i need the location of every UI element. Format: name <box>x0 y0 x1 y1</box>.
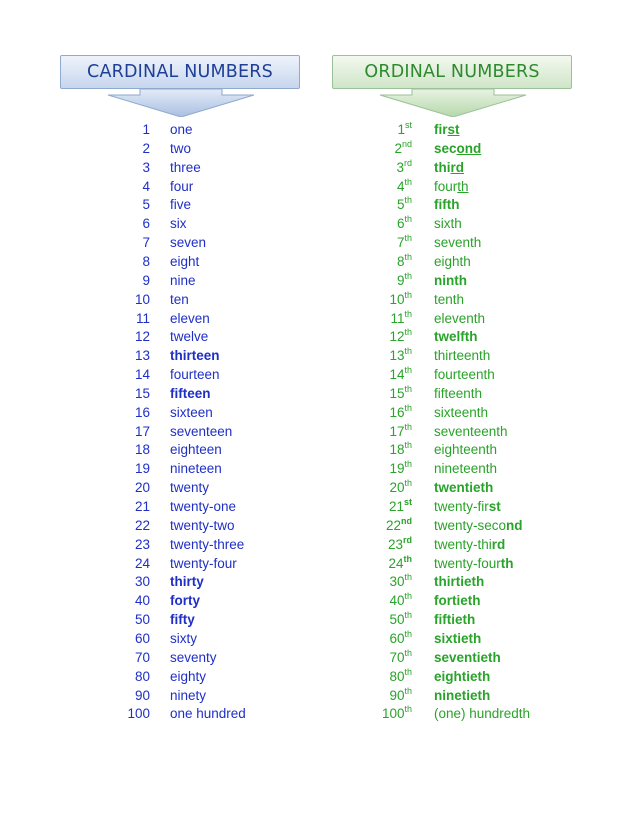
ordinal-word-part: nd <box>506 517 523 533</box>
ordinal-word <box>434 139 481 158</box>
ordinal-word-part: st <box>488 499 501 514</box>
ordinal-suffix: nd <box>401 515 412 526</box>
cardinal-number: 14 <box>134 367 150 383</box>
ordinal-suffix: th <box>404 289 412 300</box>
ordinal-header-title: ORDINAL NUMBERS <box>332 55 572 89</box>
ordinal-word-part: fifteenth <box>434 385 483 401</box>
cardinal-word: thirty <box>170 574 204 590</box>
ordinal-word-part: thirteenth <box>434 348 491 364</box>
ordinal-word <box>434 195 459 214</box>
ordinal-suffix: th <box>404 610 412 621</box>
cardinal-number: 1 <box>142 122 150 137</box>
ordinal-suffix: th <box>404 176 412 187</box>
ordinal-suffix: th <box>404 628 412 639</box>
ordinal-suffix: th <box>404 270 412 281</box>
cardinal-number: 60 <box>134 630 150 646</box>
ordinal-word <box>434 120 460 139</box>
cardinal-word: eighteen <box>170 442 222 458</box>
ordinal-word-part: twenty-thi <box>434 536 492 552</box>
ordinal-number: 6th <box>396 214 412 232</box>
cardinal-number: 11 <box>135 310 150 326</box>
cardinal-number: 3 <box>142 159 150 175</box>
ordinal-suffix: th <box>404 308 412 319</box>
ordinal-suffix: th <box>404 478 412 489</box>
cardinal-number: 19 <box>134 461 150 477</box>
ordinal-word <box>434 554 514 573</box>
ordinal-suffix: rd <box>403 157 412 168</box>
ordinal-number: 4th <box>396 176 412 194</box>
ordinal-word <box>434 290 464 309</box>
cardinal-word: nineteen <box>170 461 222 477</box>
ordinal-word <box>434 686 490 705</box>
ordinal-number: 14th <box>389 365 412 383</box>
cardinal-number: 23 <box>134 536 150 552</box>
ordinal-suffix: th <box>404 214 412 225</box>
ordinal-word-part: rd <box>450 159 464 175</box>
ordinal-word <box>434 233 481 252</box>
cardinal-header-title: CARDINAL NUMBERS <box>60 55 300 89</box>
ordinal-number: 16th <box>389 402 412 420</box>
ordinal-suffix: th <box>404 647 412 658</box>
ordinal-number: 21st <box>388 497 412 514</box>
ordinal-suffix: th <box>404 572 412 583</box>
ordinal-word <box>434 591 481 610</box>
ordinal-word-part: seventieth <box>434 649 501 665</box>
ordinal-word <box>434 667 490 686</box>
cardinal-number: 20 <box>134 480 150 496</box>
ordinal-word <box>434 384 482 403</box>
ordinal-suffix: th <box>404 591 412 602</box>
ordinal-word-part: (one) hundredth <box>434 706 531 722</box>
cardinal-number: 2 <box>142 140 150 156</box>
ordinal-word <box>434 309 485 328</box>
ordinal-number: 5th <box>396 195 412 213</box>
ordinal-word-part: fifth <box>434 197 460 213</box>
cardinal-word: twenty-three <box>170 536 245 552</box>
cardinal-word: fourteen <box>170 367 220 383</box>
ordinal-word-part: four <box>434 178 458 194</box>
ordinal-number: 60th <box>389 628 412 646</box>
ordinal-number: 8th <box>396 251 412 269</box>
cardinal-word: eleven <box>170 310 210 326</box>
ordinal-suffix: th <box>404 421 412 432</box>
ordinal-suffix: st <box>403 497 412 507</box>
ordinal-word <box>434 648 501 667</box>
ordinal-suffix: th <box>404 346 412 357</box>
ordinal-word-part: sixtieth <box>434 630 482 646</box>
ordinal-word-part: thi <box>434 159 451 175</box>
ordinal-suffix: th <box>404 685 412 696</box>
ordinal-word-part: th <box>500 555 514 571</box>
ordinal-word-part: fir <box>434 122 448 137</box>
ordinal-word <box>434 440 497 459</box>
cardinal-word: seven <box>170 235 207 251</box>
cardinal-number: 18 <box>134 442 150 458</box>
ordinal-number: 1st <box>397 120 412 137</box>
cardinal-word: fifty <box>170 612 195 628</box>
ordinal-word <box>434 516 523 535</box>
cardinal-word: five <box>170 197 192 213</box>
ordinal-word <box>434 422 508 441</box>
cardinal-word: twenty-four <box>170 555 237 571</box>
ordinal-suffix: rd <box>403 534 412 545</box>
ordinal-number: 3rd <box>396 157 412 175</box>
ordinal-word <box>434 271 467 290</box>
cardinal-number: 21 <box>134 499 150 514</box>
ordinal-word <box>434 327 478 346</box>
ordinal-word-part: ond <box>456 140 482 156</box>
cardinal-number: 10 <box>134 291 150 307</box>
ordinal-suffix: st <box>404 120 412 130</box>
ordinal-word <box>434 177 469 196</box>
ordinal-number: 90th <box>389 685 412 703</box>
ordinal-word-part: thirtieth <box>434 574 485 590</box>
cardinal-word: nine <box>170 272 196 288</box>
cardinal-word: fifteen <box>170 385 211 401</box>
ordinal-word-part: fourteenth <box>434 367 495 383</box>
cardinal-number: 40 <box>134 593 150 609</box>
ordinal-word-part: rd <box>491 536 506 552</box>
cardinal-word: forty <box>170 593 200 609</box>
ordinal-word <box>434 252 471 271</box>
ordinal-word <box>434 704 530 723</box>
ordinal-suffix: th <box>404 365 412 376</box>
ordinal-word <box>434 535 505 554</box>
ordinal-number: 30th <box>389 572 412 590</box>
ordinal-word <box>434 403 488 422</box>
ordinal-number: 13th <box>389 346 412 364</box>
cardinal-number: 90 <box>134 687 150 703</box>
ordinal-number: 40th <box>389 591 412 609</box>
ordinal-number: 12th <box>389 327 412 345</box>
cardinal-number: 22 <box>134 517 150 533</box>
ordinal-word-part: ninetieth <box>434 687 491 703</box>
ordinal-number: 19th <box>389 459 412 477</box>
cardinal-word: eighty <box>170 668 207 684</box>
cardinal-word: one <box>170 122 193 137</box>
ordinal-word-part: eightieth <box>434 668 491 684</box>
cardinal-word: eight <box>170 253 200 269</box>
ordinal-word <box>434 572 484 591</box>
cardinal-word: four <box>170 178 194 194</box>
cardinal-header-banner <box>60 55 302 117</box>
ordinal-word <box>434 346 490 365</box>
ordinal-suffix: th <box>404 402 412 413</box>
ordinal-word-part: fiftieth <box>434 612 476 628</box>
ordinal-suffix: nd <box>401 138 412 149</box>
ordinal-word-part: twenty-fir <box>434 499 489 514</box>
cardinal-word: seventeen <box>170 423 233 439</box>
cardinal-number: 30 <box>134 574 150 590</box>
cardinal-word: twenty <box>170 480 210 496</box>
cardinal-number: 15 <box>134 385 150 401</box>
cardinal-word: sixteen <box>170 404 213 420</box>
cardinal-number: 24 <box>134 555 150 571</box>
ordinal-number: 2nd <box>394 138 412 156</box>
ordinal-number: 17th <box>389 421 412 439</box>
ordinal-suffix: th <box>404 327 412 338</box>
ordinal-word-part: twelfth <box>434 329 478 345</box>
ordinal-number: 15th <box>389 383 412 401</box>
ordinal-word-part: th <box>457 178 469 194</box>
ordinal-word <box>434 365 495 384</box>
ordinal-suffix: th <box>404 383 412 394</box>
ordinal-number: 100th <box>381 704 412 722</box>
ordinal-word-part: eighth <box>434 253 471 269</box>
ordinal-number: 24th <box>388 553 412 571</box>
ordinal-number: 80th <box>389 666 412 684</box>
cardinal-number: 100 <box>127 706 150 722</box>
cardinal-number: 50 <box>134 612 150 628</box>
ordinal-number: 23rd <box>387 534 412 552</box>
cardinal-word: three <box>170 159 201 175</box>
ordinal-word-part: seventh <box>434 235 482 251</box>
cardinal-number: 5 <box>142 197 150 213</box>
ordinal-word-part: eighteenth <box>434 442 498 458</box>
ordinal-word-part: sixteenth <box>434 404 489 420</box>
ordinal-word <box>434 459 497 478</box>
cardinal-number: 70 <box>134 649 150 665</box>
cardinal-word: one hundred <box>170 706 246 722</box>
cardinal-word: two <box>170 140 192 156</box>
cardinal-word: ten <box>170 291 189 307</box>
ordinal-word <box>434 629 481 648</box>
cardinal-number: 8 <box>142 253 150 269</box>
ordinal-suffix: th <box>404 251 412 262</box>
ordinal-word-part: fortieth <box>434 593 481 609</box>
cardinal-number: 4 <box>142 178 150 194</box>
cardinal-number: 6 <box>142 216 150 232</box>
ordinal-word-part: tenth <box>434 291 465 307</box>
ordinal-suffix: th <box>404 440 412 451</box>
cardinal-number: 12 <box>134 329 150 345</box>
ordinal-suffix: th <box>404 459 412 470</box>
ordinal-word <box>434 158 464 177</box>
ordinal-word <box>434 214 462 233</box>
cardinal-number: 7 <box>142 235 150 251</box>
ordinal-word-part: twenty-seco <box>434 517 507 533</box>
cardinal-word: seventy <box>170 649 217 665</box>
ordinal-word-part: ninth <box>434 272 467 288</box>
ordinal-number: 70th <box>389 647 412 665</box>
ordinal-word <box>434 497 501 516</box>
cardinal-word: twenty-two <box>170 517 235 533</box>
ordinal-number: 7th <box>396 233 412 251</box>
ordinal-word-part: sec <box>434 140 457 156</box>
ordinal-suffix: th <box>404 233 412 244</box>
ordinal-word-part: twentieth <box>434 480 494 496</box>
ordinal-word <box>434 610 475 629</box>
ordinal-word-part: sixth <box>434 216 462 232</box>
ordinal-number: 22nd <box>385 515 412 533</box>
ordinal-number: 18th <box>389 440 412 458</box>
cardinal-word: twelve <box>170 329 209 345</box>
cardinal-number: 17 <box>134 423 150 439</box>
ordinal-word-part: twenty-four <box>434 555 501 571</box>
ordinal-word-part: nineteenth <box>434 461 498 477</box>
ordinal-number: 10th <box>389 289 412 307</box>
ordinal-word-part: eleventh <box>434 310 486 326</box>
ordinal-word-part: st <box>447 122 460 137</box>
ordinal-word <box>434 478 493 497</box>
cardinal-number: 16 <box>134 404 150 420</box>
ordinal-suffix: th <box>404 704 412 715</box>
cardinal-number: 80 <box>134 668 150 684</box>
ordinal-suffix: th <box>404 666 412 677</box>
ordinal-word-part: seventeenth <box>434 423 508 439</box>
ordinal-header-banner <box>332 55 574 117</box>
ordinal-suffix: th <box>404 195 412 206</box>
cardinal-number: 9 <box>142 272 150 288</box>
cardinal-word: thirteen <box>170 348 220 364</box>
ordinal-number: 9th <box>396 270 412 288</box>
cardinal-word: ninety <box>170 687 207 703</box>
ordinal-number: 20th <box>389 478 412 496</box>
cardinal-word: sixty <box>170 630 197 646</box>
cardinal-word: six <box>170 216 187 232</box>
cardinal-number: 13 <box>134 348 150 364</box>
ordinal-suffix: th <box>403 553 412 564</box>
ordinal-number: 11th <box>390 308 412 326</box>
ordinal-number: 50th <box>389 610 412 628</box>
cardinal-word: twenty-one <box>170 499 237 514</box>
